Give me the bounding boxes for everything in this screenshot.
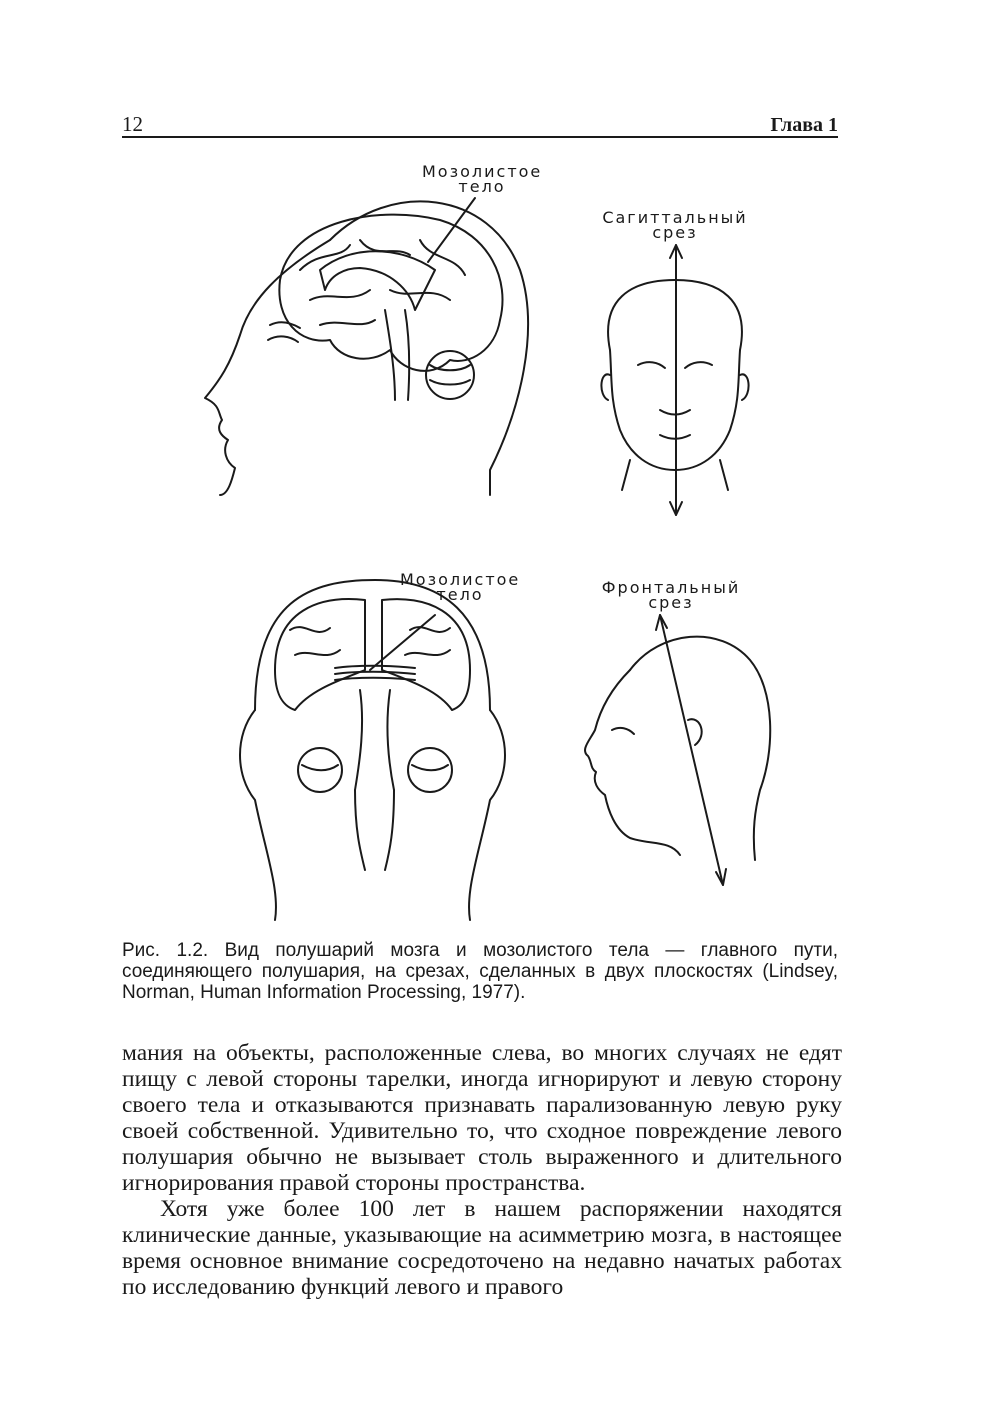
paragraph: мания на объекты, расположенные слева, во многих случаях не едят пищу с левой стороны тарелки, иногда игнорируют и левую сторону своего тела и отказываются признавать парализованную левую руку своей собственной. Удивительно то, что сходное повреждение левого полушария обычно не вызывает столь выраженного и длительного игнорирования правой стороны пространства. bbox=[122, 1040, 842, 1196]
coronal-head-back bbox=[240, 580, 505, 920]
sagittal-head-profile bbox=[205, 198, 528, 495]
label-frontal-section: Фронтальный срез bbox=[601, 578, 741, 612]
page-number: 12 bbox=[122, 112, 143, 136]
figure-caption: Рис. 1.2. Вид полушарий мозга и мозолистого тела — главного пути, соединяющего полушария, на срезах, сделанных в двух плоскостях (Lindsey, Norman, Human Information Processing, 1977). bbox=[122, 940, 838, 1003]
label-corpus-callosum-top: Мозолистое тело bbox=[422, 162, 543, 196]
paragraph: Хотя уже более 100 лет в нашем распоряжении находятся клинические данные, указывающие на асимметрию мозга, в настоящее время основное внимание сосредоточено на недавно начатых работах по исследованию функций левого и правого bbox=[122, 1196, 842, 1300]
label-corpus-callosum-bottom: Мозолистое тело bbox=[400, 570, 521, 604]
running-head bbox=[122, 112, 838, 138]
label-sagittal-section: Сагиттальный срез bbox=[602, 208, 748, 242]
profile-head bbox=[585, 615, 770, 885]
frontal-view-head bbox=[601, 245, 748, 515]
body-text bbox=[122, 1040, 842, 1300]
chapter-title: Глава 1 bbox=[770, 114, 838, 136]
brain-sections-illustration bbox=[160, 150, 860, 940]
figure-brain-sections bbox=[160, 150, 860, 940]
